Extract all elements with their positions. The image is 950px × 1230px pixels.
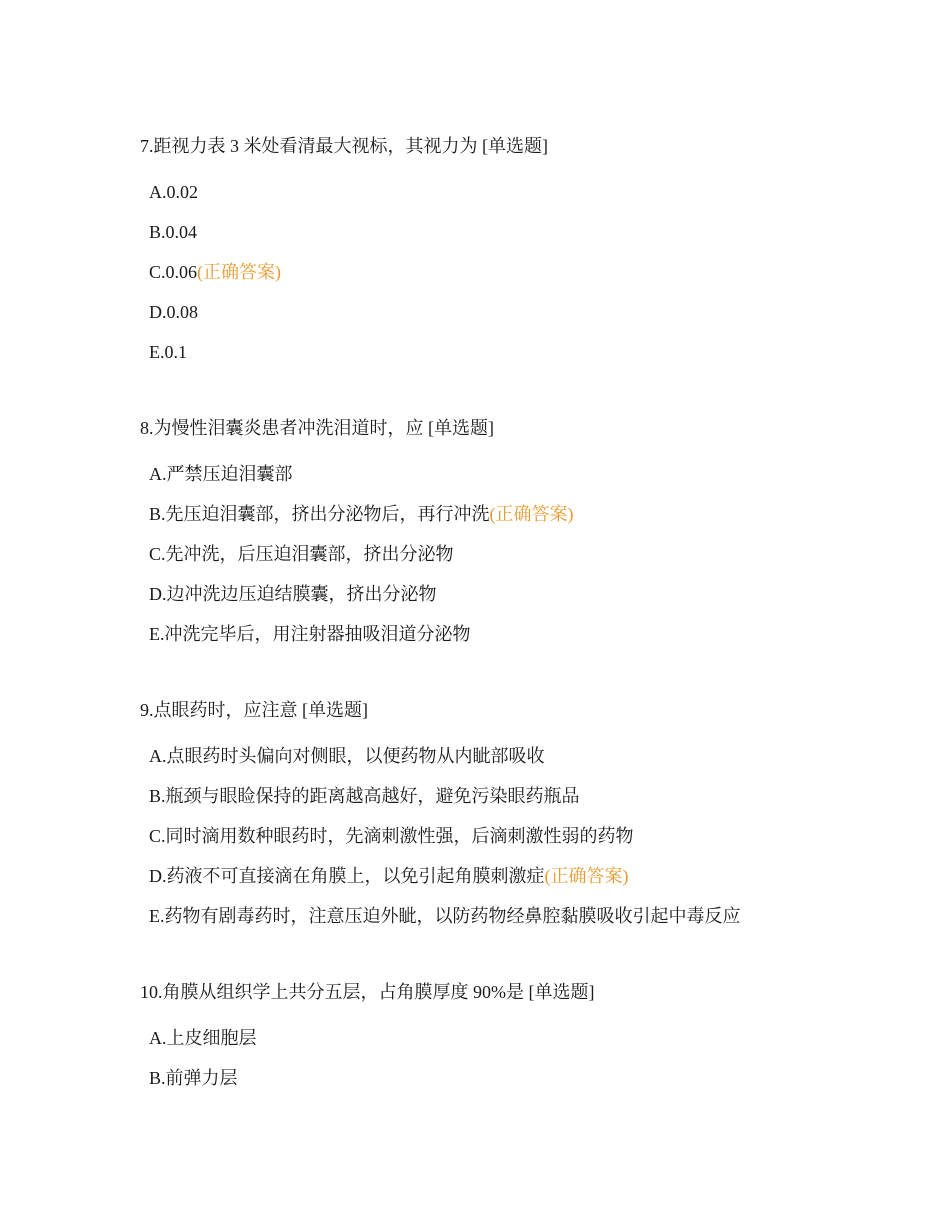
option-b	[149, 501, 920, 541]
option-a	[149, 179, 920, 219]
question-7	[140, 133, 920, 379]
option-text: B.前弹力层	[149, 1068, 238, 1088]
option-e	[149, 621, 920, 661]
option-text: A.0.02	[149, 182, 198, 202]
option-list	[140, 743, 920, 943]
question-title: 10.角膜从组织学上共分五层，占角膜厚度 90%是 [单选题]	[140, 982, 595, 1002]
correct-answer-tag: (正确答案)	[197, 262, 282, 282]
option-list	[140, 461, 920, 661]
option-text: A.上皮细胞层	[149, 1028, 257, 1048]
correct-answer-tag: (正确答案)	[544, 866, 629, 886]
question-title: 7.距视力表 3 米处看清最大视标，其视力为 [单选题]	[140, 136, 548, 156]
option-text: C.先冲洗，后压迫泪囊部，挤出分泌物	[149, 544, 454, 564]
option-text: D.边冲洗边压迫结膜囊，挤出分泌物	[149, 584, 437, 604]
option-e	[149, 903, 920, 943]
option-text: E.冲洗完毕后，用注射器抽吸泪道分泌物	[149, 624, 471, 644]
question-9	[140, 697, 920, 943]
option-text: E.0.1	[149, 342, 187, 362]
option-c	[149, 541, 920, 581]
option-text: C.同时滴用数种眼药时，先滴刺激性强，后滴刺激性弱的药物	[149, 826, 634, 846]
option-a	[149, 461, 920, 501]
option-a	[149, 1025, 920, 1065]
option-d	[149, 299, 920, 339]
question-title: 9.点眼药时，应注意 [单选题]	[140, 700, 368, 720]
option-text: A.点眼药时头偏向对侧眼，以便药物从内眦部吸收	[149, 746, 545, 766]
option-e	[149, 339, 920, 379]
option-text: B.先压迫泪囊部，挤出分泌物后，再行冲洗	[149, 504, 490, 524]
question-title: 8.为慢性泪囊炎患者冲洗泪道时，应 [单选题]	[140, 418, 494, 438]
option-text: C.0.06	[149, 262, 198, 282]
option-b	[149, 1065, 920, 1105]
question-10	[140, 979, 920, 1105]
correct-answer-tag: (正确答案)	[489, 504, 574, 524]
option-text: B.瓶颈与眼睑保持的距离越高越好，避免污染眼药瓶品	[149, 786, 580, 806]
question-8	[140, 415, 920, 661]
option-text: D.0.08	[149, 302, 198, 322]
option-c	[149, 259, 920, 299]
option-text: E.药物有剧毒药时，注意压迫外眦，以防药物经鼻腔黏膜吸收引起中毒反应	[149, 906, 741, 926]
option-text: D.药液不可直接滴在角膜上，以免引起角膜刺激症	[149, 866, 545, 886]
option-b	[149, 783, 920, 823]
option-d	[149, 581, 920, 621]
option-d	[149, 863, 920, 903]
option-a	[149, 743, 920, 783]
option-text: A.严禁压迫泪囊部	[149, 464, 293, 484]
option-list	[140, 179, 920, 379]
option-list	[140, 1025, 920, 1105]
option-b	[149, 219, 920, 259]
option-c	[149, 823, 920, 863]
option-text: B.0.04	[149, 222, 198, 242]
